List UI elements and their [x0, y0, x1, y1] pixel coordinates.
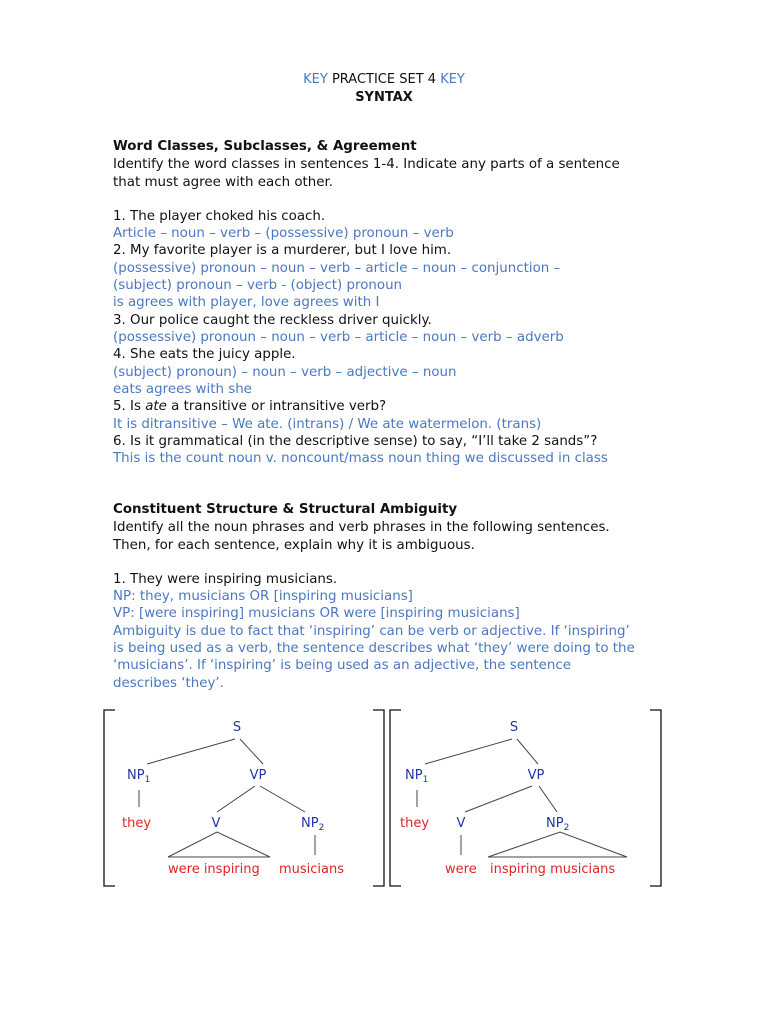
ambiguity-line4: describes ‘they’. [113, 676, 224, 691]
answer-5: It is ditransitive – We ate. (intrans) / We ate watermelon. (trans) [113, 417, 542, 432]
question-6: 6. Is it grammatical (in the descriptive sense) to say, “I’ll take 2 sands”? [113, 434, 598, 449]
tree1-np2-label: NP [301, 816, 319, 831]
ambiguity-line3: ‘musicians’. If ‘inspiring’ is being used as an adjective, the sentence [113, 658, 571, 673]
bracket-right-open [390, 710, 401, 886]
ambiguity-line1: Ambiguity is due to fact that ‘inspiring’ can be verb or adjective. If ‘inspiring’ [113, 624, 630, 639]
answer-6: This is the count noun v. noncount/mass noun thing we discussed in class [113, 451, 608, 466]
tree1-np1-sub: 1 [144, 775, 151, 785]
tree-1 [122, 720, 344, 877]
tree-2 [400, 720, 627, 877]
page-title [0, 72, 768, 87]
tree2-node-np1 [405, 768, 428, 785]
tree1-np2-sub: 2 [318, 823, 325, 833]
question-4: 4. She eats the juicy apple. [113, 347, 296, 362]
vp-answer: VP: [were inspiring] musicians OR were [inspiring musicians] [113, 606, 520, 621]
tree1-node-s: S [232, 720, 242, 735]
bracket-right-close [650, 710, 661, 886]
tree1-node-v: V [211, 816, 221, 831]
tree2-np2-sub: 2 [563, 823, 570, 833]
tree1-leaf-were-inspiring: were inspiring [168, 862, 260, 877]
question-5-post: a transitive or intransitive verb? [166, 399, 387, 414]
syntax-trees-figure [0, 700, 768, 900]
tree2-edge-s-vp [517, 739, 538, 764]
tree1-edge-s-vp [240, 739, 263, 764]
question-5 [113, 399, 386, 414]
answer-2-line3: is agrees with player, love agrees with I [113, 295, 380, 310]
answer-2-line1: (possessive) pronoun – noun – verb – article – noun – conjunction – [113, 261, 561, 276]
question-3: 3. Our police caught the reckless driver quickly. [113, 313, 432, 328]
tree2-node-vp: VP [527, 768, 545, 783]
answer-4-line2: eats agrees with she [113, 382, 252, 397]
question-5-emphasis: ate [145, 399, 167, 414]
page-subtitle: SYNTAX [355, 90, 413, 105]
tree2-np1-sub: 1 [422, 775, 429, 785]
tree2-leaf-were: were [445, 862, 477, 877]
section2-instructions-line1: Identify all the noun phrases and verb phrases in the following sentences. [113, 520, 610, 535]
tree2-leaf-inspiring-musicians: inspiring musicians [490, 862, 616, 877]
tree1-leaf-musicians: musicians [279, 862, 345, 877]
tree2-np2-label: NP [546, 816, 564, 831]
tree2-np2-triangle [488, 832, 627, 857]
tree1-v-triangle [168, 832, 270, 857]
key-label-left: KEY [303, 72, 328, 87]
tree1-node-vp: VP [249, 768, 267, 783]
ambiguity-line2: is being used as a verb, the sentence describes what ‘they’ were doing to the [113, 641, 635, 656]
tree1-leaf-they: they [122, 816, 152, 831]
tree2-edge-vp-v [465, 786, 532, 812]
tree2-node-v: V [456, 816, 466, 831]
tree1-node-np1 [127, 768, 150, 785]
section1-instructions-line2: that must agree with each other. [113, 175, 334, 190]
tree1-edge-vp-np2 [260, 786, 305, 812]
tree1-node-np2 [301, 816, 324, 833]
question-1: 1. The player choked his coach. [113, 209, 326, 224]
bracket-left-close [373, 710, 384, 886]
section2-question-1: 1. They were inspiring musicians. [113, 572, 338, 587]
answer-4-line1: (subject) pronoun) – noun – verb – adjective – noun [113, 365, 457, 380]
tree2-edge-s-np1 [425, 739, 512, 764]
answer-3: (possessive) pronoun – noun – verb – article – noun – verb – adverb [113, 330, 564, 345]
answer-1: Article – noun – verb – (possessive) pronoun – verb [113, 226, 454, 241]
answer-2-line2: (subject) pronoun – verb - (object) pronoun [113, 278, 403, 293]
tree2-np1-label: NP [405, 768, 423, 783]
question-2: 2. My favorite player is a murderer, but I love him. [113, 243, 452, 258]
bracket-left-open [104, 710, 115, 886]
section1-instructions-line1: Identify the word classes in sentences 1-4. Indicate any parts of a sentence [113, 157, 620, 172]
np-answer: NP: they, musicians OR [inspiring musicians] [113, 589, 413, 604]
title-text: PRACTICE SET 4 [331, 72, 437, 87]
tree1-np1-label: NP [127, 768, 145, 783]
tree2-node-np2 [546, 816, 569, 833]
tree2-edge-vp-np2 [539, 786, 557, 812]
tree2-leaf-they: they [400, 816, 430, 831]
tree1-edge-vp-v [217, 786, 255, 812]
tree2-node-s: S [509, 720, 519, 735]
key-label-right: KEY [440, 72, 465, 87]
section1-heading: Word Classes, Subclasses, & Agreement [113, 139, 417, 154]
tree1-edge-s-np1 [147, 739, 235, 764]
section2-instructions-line2: Then, for each sentence, explain why it is ambiguous. [113, 538, 475, 553]
section2-heading: Constituent Structure & Structural Ambiguity [113, 502, 458, 517]
question-5-pre: 5. Is [113, 399, 146, 414]
